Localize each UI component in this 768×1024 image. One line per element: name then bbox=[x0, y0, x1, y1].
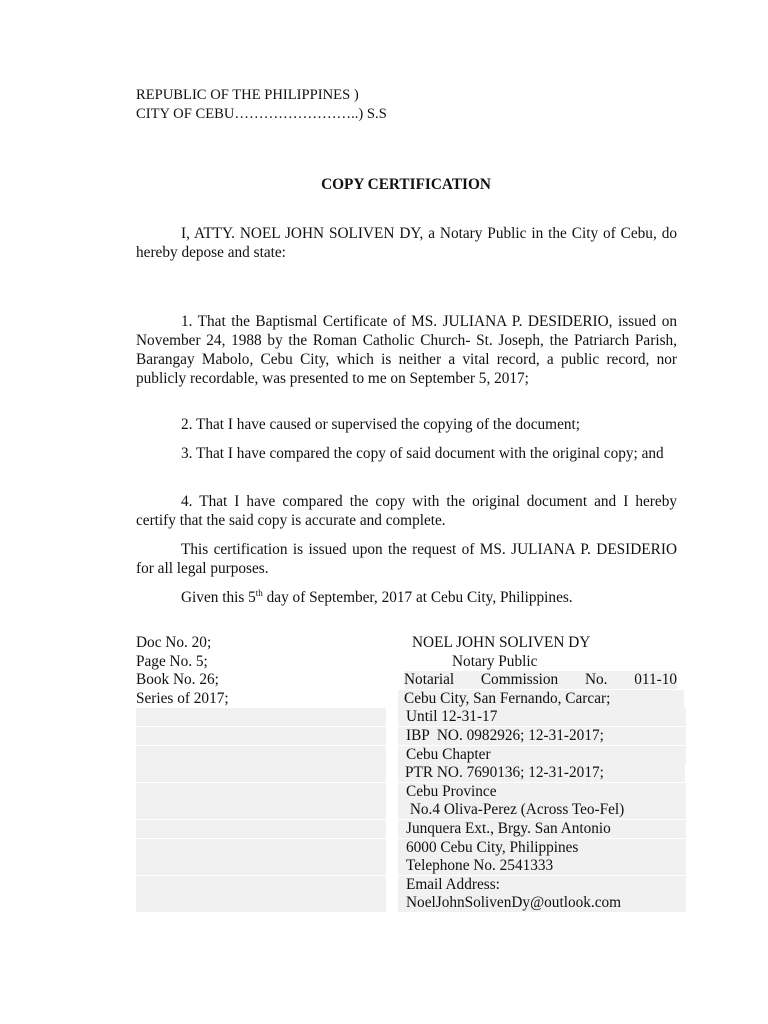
document-title: COPY CERTIFICATION bbox=[321, 176, 491, 193]
notary-office-street: Junquera Ext., Brgy. San Antonio bbox=[398, 820, 686, 838]
notarial-row bbox=[136, 783, 680, 802]
item-1-paragraph: 1. That the Baptismal Certificate of MS. JULIANA P. DESIDERIO, issued on November 24, 1988 by the Roman Catholic Church- St. Joseph, the Patriarch Parish, Barangay Mabolo, Cebu City, which is neither a vital record, a public record, nor publicly recordable, was presented to me on September 5, 2017; bbox=[136, 313, 677, 387]
doc-number: Doc No. 20; bbox=[136, 634, 212, 651]
shaded-blank-cell bbox=[136, 708, 386, 726]
commission-number: 011-10 bbox=[634, 671, 677, 689]
given-paragraph bbox=[136, 588, 677, 607]
notary-commission-expiry: Until 12-31-17 bbox=[398, 708, 686, 726]
notarial-row bbox=[136, 653, 680, 672]
notary-ptr-number: PTR NO. 7690136; 12-31-2017; bbox=[398, 764, 685, 782]
item-2-paragraph: 2. That I have caused or supervised the copying of the document; bbox=[181, 416, 581, 433]
notarial-row bbox=[136, 801, 680, 820]
notary-address-line: Cebu City, San Fernando, Carcar; bbox=[398, 690, 684, 708]
notarial-row bbox=[136, 857, 680, 876]
notarial-commission bbox=[404, 671, 677, 689]
given-ordinal-suffix: th bbox=[255, 587, 263, 598]
shaded-blank-cell bbox=[136, 894, 386, 912]
notarial-row bbox=[136, 894, 680, 913]
shaded-blank-cell bbox=[136, 820, 386, 838]
shaded-blank-cell bbox=[136, 839, 386, 857]
notary-office-address: No.4 Oliva-Perez (Across Teo-Fel) bbox=[398, 801, 686, 819]
notary-ibp-chapter: Cebu Chapter bbox=[398, 746, 686, 764]
notarial-row bbox=[136, 820, 680, 839]
commission-word-3: No. bbox=[584, 671, 608, 689]
notarial-row bbox=[136, 671, 680, 690]
notary-ptr-province: Cebu Province bbox=[398, 783, 686, 801]
notary-name: NOEL JOHN SOLIVEN DY bbox=[412, 634, 591, 651]
shaded-blank-cell bbox=[136, 801, 386, 819]
venue-block bbox=[136, 86, 387, 124]
given-text-end: day of September, 2017 at Cebu City, Philippines. bbox=[262, 589, 573, 606]
shaded-blank-cell bbox=[136, 876, 386, 894]
notarial-row bbox=[136, 708, 680, 727]
notarial-row bbox=[136, 746, 680, 765]
notary-title: Notary Public bbox=[452, 652, 538, 670]
notary-office-city: 6000 Cebu City, Philippines bbox=[398, 839, 686, 857]
series-year: Series of 2017; bbox=[136, 689, 229, 707]
notarial-row bbox=[136, 876, 680, 895]
commission-word-1: Notarial bbox=[404, 671, 455, 689]
item-4-paragraph: 4. That I have compared the copy with the original document and I hereby certify that the said copy is accurate and complete. bbox=[136, 493, 677, 529]
notarial-block bbox=[136, 634, 680, 913]
shaded-blank-cell bbox=[136, 727, 386, 745]
request-paragraph: This certification is issued upon the request of MS. JULIANA P. DESIDERIO for all legal purposes. bbox=[136, 541, 677, 577]
notarial-row bbox=[136, 727, 680, 746]
commission-word-2: Commission bbox=[480, 671, 559, 689]
shaded-blank-cell bbox=[136, 746, 386, 764]
item-3-paragraph: 3. That I have compared the copy of said document with the original copy; and bbox=[181, 445, 664, 462]
notarial-row bbox=[136, 839, 680, 858]
intro-paragraph: I, ATTY. NOEL JOHN SOLIVEN DY, a Notary Public in the City of Cebu, do hereby depose and state: bbox=[136, 225, 677, 261]
notarial-row bbox=[136, 764, 680, 783]
shaded-blank-cell bbox=[136, 783, 386, 801]
notarial-row bbox=[136, 634, 680, 653]
book-number: Book No. 26; bbox=[136, 671, 219, 689]
page-number: Page No. 5; bbox=[136, 652, 208, 670]
notary-ibp-number: IBP NO. 0982926; 12-31-2017; bbox=[398, 727, 686, 745]
given-text-start: Given this 5 bbox=[181, 589, 256, 606]
notary-email-label: Email Address: bbox=[398, 876, 686, 894]
notarial-row bbox=[136, 690, 680, 709]
notary-email-address: NoelJohnSolivenDy@outlook.com bbox=[398, 894, 686, 912]
shaded-blank-cell bbox=[136, 764, 386, 782]
venue-republic: REPUBLIC OF THE PHILIPPINES ) bbox=[136, 87, 359, 103]
notary-telephone: Telephone No. 2541333 bbox=[398, 857, 686, 875]
venue-city: CITY OF CEBU……………………..) S.S bbox=[136, 106, 387, 122]
shaded-blank-cell bbox=[136, 857, 386, 875]
